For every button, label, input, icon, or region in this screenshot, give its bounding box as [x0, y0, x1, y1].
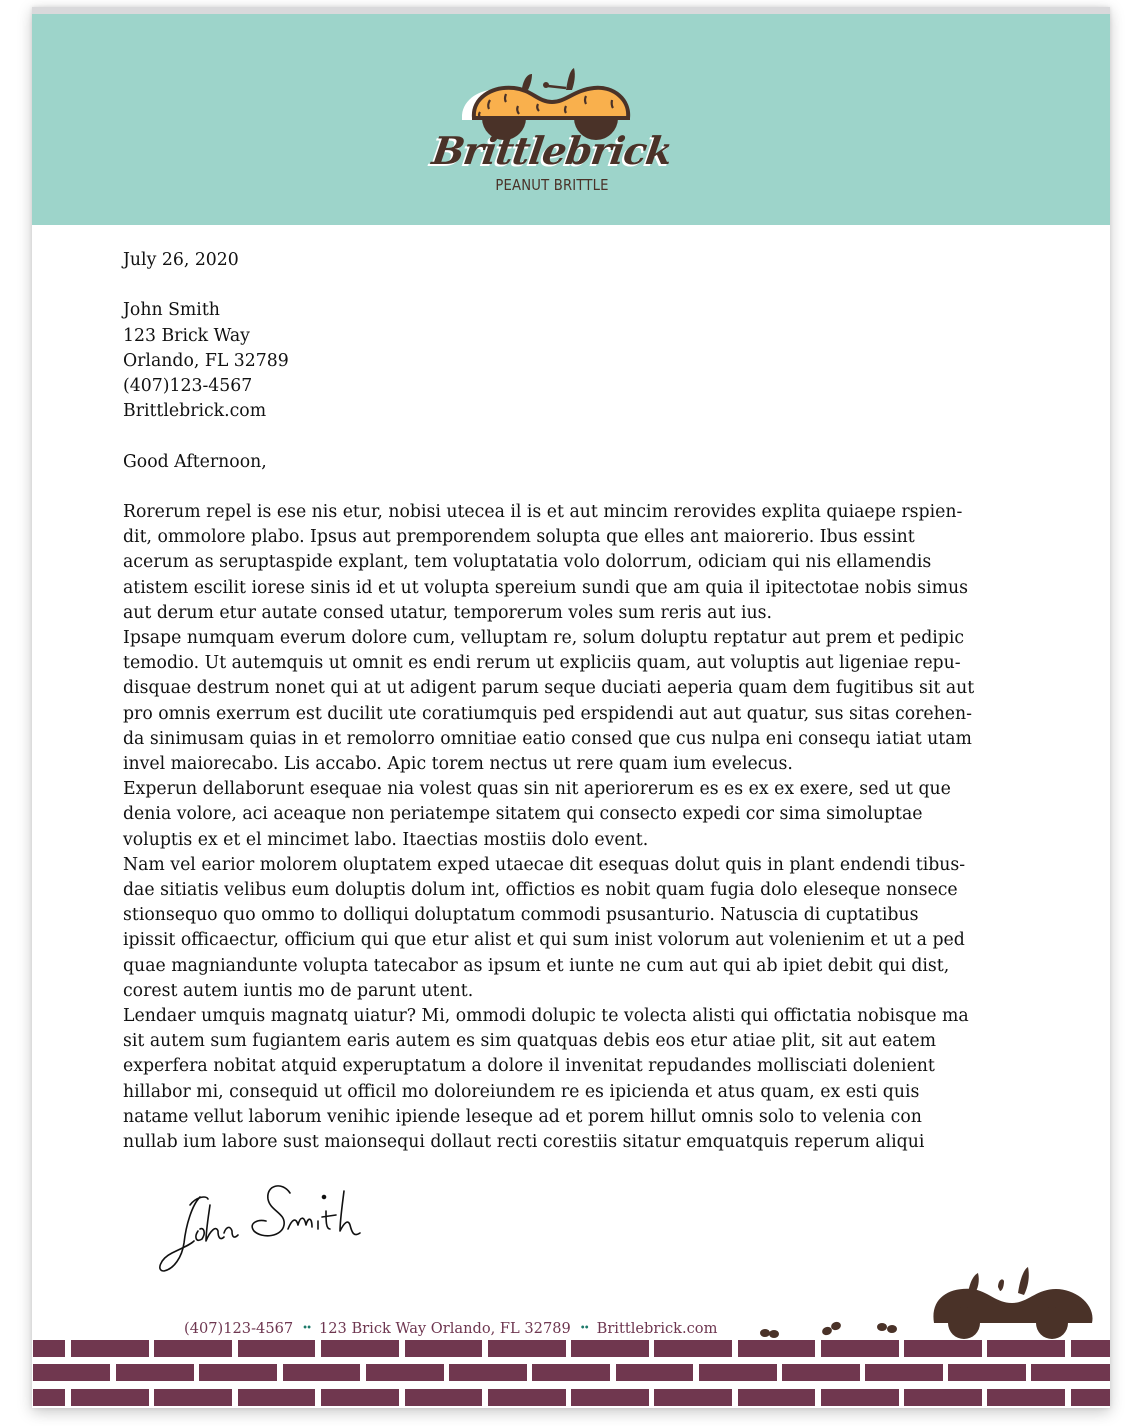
body-line: natame vellut laborum venihic ipiende leseque ad et porem hillut omnis solo to velenia con [123, 1106, 922, 1127]
body-line: experfera nobitat atquid experuptatum a dolore il invenitat repudandes mollisciati dolenient [123, 1056, 935, 1077]
body-line: Rorerum repel is ese nis etur, nobisi utecea il is et aut mincim rerovides explita quiaepe rspien- [123, 501, 963, 522]
footer-car-icon [752, 1259, 1112, 1341]
brand-tagline: PEANUT BRITTLE [495, 176, 609, 194]
body-line: hillabor mi, consequid ut officil mo doloreiundem re es ipicienda et atus quam, ex esti quis [123, 1081, 920, 1102]
letterhead-page [32, 7, 1110, 1408]
body-line: Experun dellaborunt esequae nia volest quas sin nit aperiorerum es es ex ex exere, sed ut que [123, 779, 951, 800]
footer-address: 123 Brick Way Orlando, FL 32789 [318, 1320, 571, 1337]
letterhead-header [32, 14, 1110, 225]
page-top-strip [32, 7, 1110, 14]
letter-paragraphs [123, 500, 1033, 1155]
body-line: atistem escilit iorese sinis id et ut volupta spereium sundi que am quia il ipitectotae nobis simus [123, 577, 968, 598]
body-line: corest autem iuntis mo de parunt utent. [123, 980, 474, 1001]
signature-image [150, 1175, 390, 1285]
body-line: temodio. Ut autemquis ut omnit es endi rerum ut expliciis quam, aut voluptis aut ligeniae repu- [123, 653, 961, 674]
body-line: disquae destrum nonet qui at ut adigent parum seque duciati aeperia quam dem fugitibus sit aut [123, 678, 975, 699]
body-line: voluptis ex et el mincimet labo. Itaectias mostiis dolo event. [123, 829, 649, 850]
recipient-city: Orlando, FL 32789 [123, 350, 289, 371]
separator-dot-icon: •• [579, 1323, 588, 1334]
footer-website: Brittlebrick.com [596, 1320, 718, 1337]
brick-row-3 [32, 1389, 1110, 1406]
body-line: stionsequo quo ommo to dolliqui doluptatum commodi psusanturio. Natuscia di cuptatibus [123, 905, 919, 926]
body-line: quae magniandunte volupta tatecabor as ipsum et iunte ne cum aut qui ab ipiet debit qui dist, [123, 955, 950, 976]
body-line: ipissit officaectur, officium qui que etur alist et qui sum inist volorum aut volenienim et ut a ped [123, 930, 965, 951]
body-line: dae sitiatis velibus eum doluptis dolum int, offictios es nobit quam fugia dolo eleseque nonsece [123, 880, 958, 901]
body-line: acerum as seruptaspide explant, tem voluptatatia volo dolorrum, odiciam qui nis ellamendis [123, 552, 932, 573]
brick-row-2 [32, 1364, 1110, 1381]
recipient-street: 123 Brick Way [123, 325, 250, 346]
body-line: da sinimusam quias in et remolorro omnitiae eatio consed que cus nulpa eni consequ iatiat utam [123, 728, 972, 749]
body-line: Ipsape numquam everum dolore cum, velluptam re, solum doluptu reptatur aut prem et pedipic [123, 628, 965, 648]
recipient-website: Brittlebrick.com [123, 401, 267, 422]
brand-logo [429, 66, 675, 201]
body-line: nullab ium labore sust maionsequi dollaut recti corestiis sitatur emquatquis reperum aliqui [123, 1132, 925, 1153]
letter-greeting: Good Afternoon, [123, 451, 267, 472]
body-line: dit, ommolore plabo. Ipsus aut premporendem solupta que elles ant maiorerio. Ibus essint [123, 527, 915, 548]
body-line: Lendaer umquis magnatq uiatur? Mi, ommodi dolupic te volecta alisti qui offictatia nobisque ma [123, 1006, 969, 1027]
letter-date: July 26, 2020 [123, 250, 239, 270]
recipient-name: John Smith [123, 300, 220, 321]
body-line: pro omnis exerrum est ducilit ute coratiumquis ped erspidendi aut aut quatur, sus sitas corehen- [123, 703, 972, 724]
body-line: Nam vel earior molorem oluptatem exped utaecae dit esequas dolut quis in plant endendi tibus- [123, 854, 966, 875]
body-line: aut derum etur autate consed utatur, temporerum voles sum reris aut ius. [123, 602, 772, 623]
brick-row-1 [32, 1340, 1110, 1357]
letter-body [123, 248, 1033, 1155]
recipient-phone: (407)123-4567 [123, 376, 253, 396]
body-line: sit autem sum fugiantem earis autem es sim quatquas debis eos etur atiae plit, sit aut eatem [123, 1031, 937, 1052]
footer-phone: (407)123-4567 [184, 1320, 294, 1337]
separator-dot-icon: •• [302, 1323, 310, 1334]
brand-wordmark: Brittlebrick [429, 128, 675, 173]
body-line: invel maiorecabo. Lis accabo. Apic torem nectus ut rere quam ium evelecus. [123, 754, 793, 775]
footer-contact-line [184, 1320, 717, 1337]
brick-border [32, 1340, 1110, 1408]
body-line: denia volore, aci aceaque non periatempe sitatem qui consecto expedi cor sima simoluptae [123, 804, 923, 825]
